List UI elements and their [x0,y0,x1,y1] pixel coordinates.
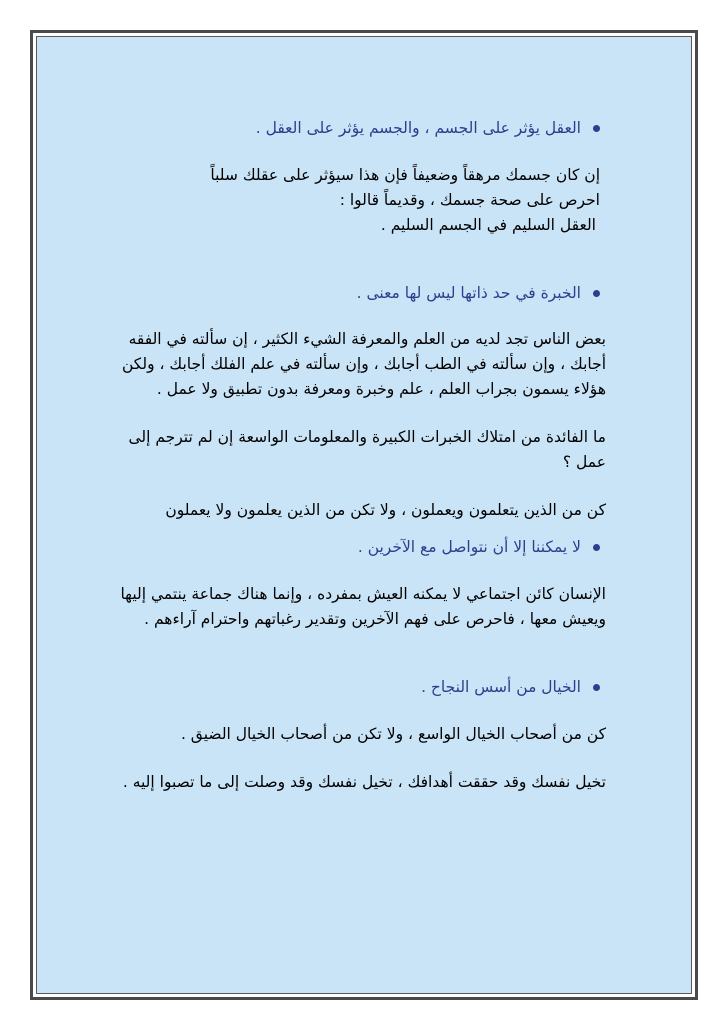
paragraph: كن من أصحاب الخيال الواسع ، ولا تكن من أصحاب الخيال الضيق . [180,725,606,743]
section-heading-imagination [116,675,600,700]
section-heading-mind-body [116,116,600,141]
paragraph: الإنسان كائن اجتماعي لا يمكنه العيش بمفرده ، وإنما هناك جماعة ينتمي إليها ويعيش معها ، فاحرص على فهم الآخرين وتقدير رغباتهم واحترام آراءهم . [120,585,606,628]
section-heading-experience [116,281,600,306]
heading-text: العقل يؤثر على الجسم ، والجسم يؤثر على العقل . [255,119,581,137]
heading-text: الخيال من أسس النجاح . [421,678,581,696]
paragraph: بعض الناس تجد لديه من العلم والمعرفة الشيء الكثير ، إن سألته في الفقه أجابك ، وإن سألته في الطب أجابك ، وإن سألته في علم الفلك أجابك ، ولكن هؤلاء يسمون بجراب العلم ، علم وخبرة ومعرفة بدون تطبيق ولا عمل . [121,330,606,398]
paragraph: تخيل نفسك وقد حققت أهدافك ، تخيل نفسك وقد وصلت إلى ما تصبوا إليه . [122,773,606,791]
paragraph: احرص على صحة جسمك ، وقديماً قالوا : [339,191,600,209]
bullet-icon [593,290,600,297]
paragraph: كن من الذين يتعلمون ويعملون ، ولا تكن من الذين يعلمون ولا يعملون [165,501,606,519]
paragraph: إن كان جسمك مرهقاً وضعيفاً فإن هذا سيؤثر على عقلك سلباً [210,166,600,184]
bullet-icon [593,544,600,551]
bullet-icon [593,125,600,132]
paragraph: العقل السليم في الجسم السليم . [380,216,596,234]
paragraph: ما الفائدة من امتلاك الخبرات الكبيرة والمعلومات الواسعة إن لم تترجم إلى عمل ؟ [128,428,606,471]
heading-text: لا يمكننا إلا أن نتواصل مع الآخرين . [357,538,581,556]
document-content [116,108,606,795]
heading-text: الخبرة في حد ذاتها ليس لها معنى . [356,284,581,302]
bullet-icon [593,684,600,691]
section-heading-communication [116,535,600,560]
